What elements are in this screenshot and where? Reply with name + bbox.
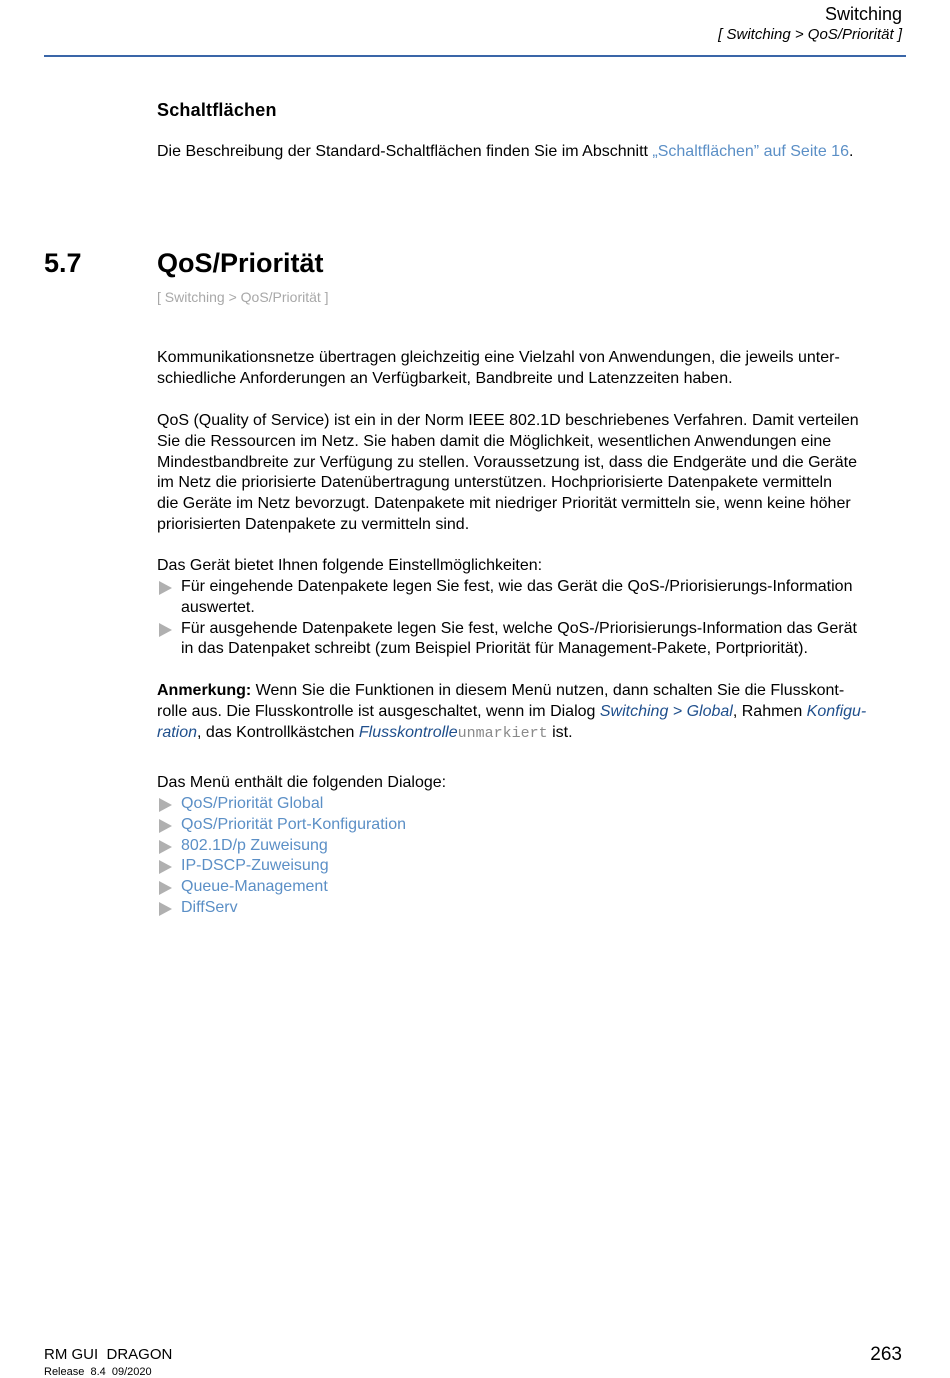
triangle-bullet-icon [159,819,172,833]
section-breadcrumb: [ Switching > QoS/Priorität ] [157,289,329,305]
buttons-text-end: . [848,143,854,160]
checkbox-reference: Flusskontrolle [358,723,458,741]
note-text: rolle aus. Die Flusskontrolle ist ausgeschaltet, wenn im Dialog [157,702,600,720]
qos-paragraph [157,411,859,536]
note-line [157,702,866,723]
footer-product: RM GUI DRAGON [44,1346,173,1363]
frame-reference: Konfigu- [806,702,867,720]
note-text: , das Kontrollkästchen [197,723,359,741]
menu-item[interactable] [157,815,406,836]
qos-line: Sie die Ressourcen im Netz. Sie haben damit die Möglichkeit, wesentlichen Anwendungen eine [157,432,832,450]
menu-item[interactable] [157,877,406,898]
header-divider [44,55,906,57]
options-item-line: Für eingehende Datenpakete legen Sie fest, wie das Gerät die QoS-/Priorisierungs-Information [181,578,853,595]
intro-paragraph [157,348,840,390]
qos-line: Mindestbandbreite zur Verfügung zu stellen. Voraussetzung ist, dass die Endgeräte und die Geräte [157,453,857,471]
note-line [157,681,866,702]
options-list [157,577,857,660]
header-chapter-title: Switching [824,4,902,24]
triangle-bullet-icon [159,798,172,812]
options-intro: Das Gerät bietet Ihnen folgende Einstellmöglichkeiten: [157,557,543,574]
dialog-reference: Switching > Global [599,702,733,720]
note-text: , Rahmen [732,702,807,720]
menu-item-link[interactable]: IP-DSCP-Zuweisung [181,857,329,875]
buttons-section-link[interactable]: „Schaltflächen” auf Seite 16 [652,143,849,160]
menu-item-link[interactable]: QoS/Priorität Port-Konfiguration [181,815,406,833]
options-item-line: in das Datenpaket schreibt (zum Beispiel Priorität für Management-Pakete, Portpriorität). [181,640,808,658]
qos-line: im Netz die priorisierte Datenübertragung unterstützen. Hochpriorisierte Datenpakete vermitteln [157,474,832,492]
menu-intro: Das Menü enthält die folgenden Dialoge: [157,774,447,791]
menu-item[interactable] [157,856,406,877]
menu-item[interactable] [157,898,406,919]
section-number: 5.7 [44,248,82,278]
qos-line: die Geräte im Netz bevorzugt. Datenpakete mit niedriger Priorität vermitteln sie, wenn keine höher [157,495,851,513]
triangle-bullet-icon [159,581,172,595]
options-list-item [157,577,857,619]
triangle-bullet-icon [159,623,172,637]
intro-line: Kommunikationsnetze übertragen gleichzeitig eine Vielzahl von Anwendungen, die jeweils unter- [157,349,840,366]
buttons-text: Die Beschreibung der Standard-Schaltflächen finden Sie im Abschnitt [157,143,653,160]
buttons-heading: Schaltflächen [157,100,277,120]
options-item-line: auswertet. [181,598,255,616]
checkbox-state: unmarkiert [457,724,548,742]
section-title: QoS/Priorität [157,248,324,278]
note-line [157,723,866,745]
note-text: ist. [547,723,573,741]
note-paragraph [157,681,866,744]
menu-item[interactable] [157,836,406,857]
intro-line: schiedliche Anforderungen an Verfügbarkeit, Bandbreite und Latenzzeiten haben. [157,369,733,387]
options-list-item [157,619,857,661]
qos-line: QoS (Quality of Service) ist ein in der Norm IEEE 802.1D beschriebenes Verfahren. Damit verteilen [157,412,859,429]
menu-item-link[interactable]: QoS/Priorität Global [181,795,324,812]
qos-line: priorisierten Datenpakete zu vermitteln sind. [157,515,470,533]
note-label: Anmerkung: [157,682,252,699]
options-item-line: Für ausgehende Datenpakete legen Sie fest, welche QoS-/Priorisierungs-Information das Gerät [181,619,857,637]
buttons-paragraph [157,142,853,163]
menu-item-link[interactable]: DiffServ [181,898,238,916]
frame-reference-cont: ration [157,723,198,741]
menu-list [157,794,406,919]
triangle-bullet-icon [159,902,172,916]
triangle-bullet-icon [159,860,172,874]
triangle-bullet-icon [159,840,172,854]
menu-item-link[interactable]: 802.1D/p Zuweisung [181,836,328,854]
header-breadcrumb: [ Switching > QoS/Priorität ] [718,26,902,43]
triangle-bullet-icon [159,881,172,895]
note-text: Wenn Sie die Funktionen in diesem Menü nutzen, dann schalten Sie die Flusskont- [251,682,845,699]
footer-release: Release 8.4 09/2020 [44,1366,152,1378]
menu-item[interactable] [157,794,406,815]
page-number: 263 [870,1344,902,1365]
menu-item-link[interactable]: Queue-Management [181,878,328,896]
